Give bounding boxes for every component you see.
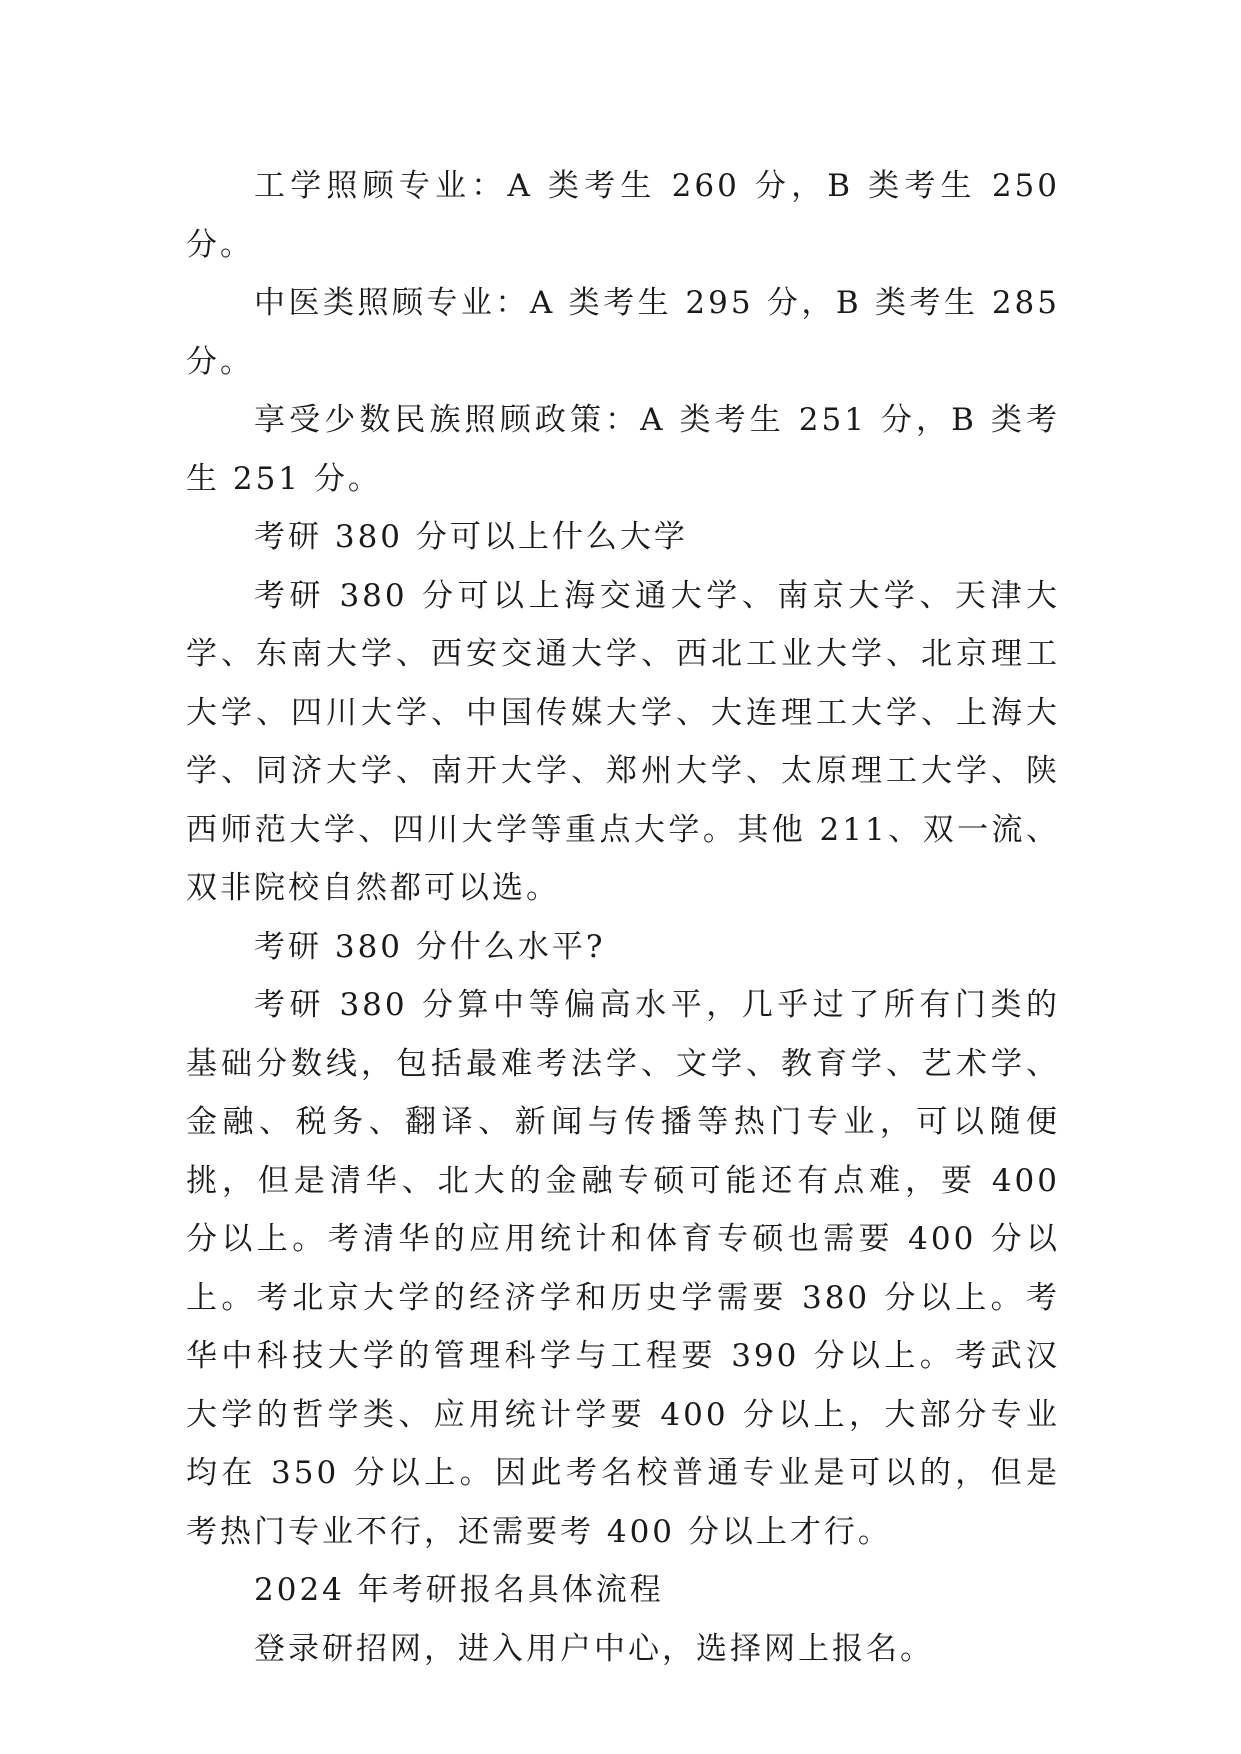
paragraph-380-level: 考研 380 分算中等偏高水平，几乎过了所有门类的基础分数线，包括最难考法学、文学、教育学、艺术学、金融、税务、翻译、新闻与传播等热门专业，可以随便挑，但是清华、北大的金融专硕可能还有点难，要 400 分以上。考清华的应用统计和体育专硕也需要 400 分以上。考北京大学的经济学和历史学需要 380 分以上。考华中科技大学的管理科学与工程要 390 分以上。考武汉大学的哲学类、应用统计学要 400 分以上，大部分专业均在 350 分以上。因此考名校普通专业是可以的，但是考热门专业不行，还需要考 400 分以上才行。 [186, 987, 1060, 1550]
paragraph-registration-step: 登录研招网，进入用户中心，选择网上报名。 [254, 1630, 934, 1667]
paragraph-tcm-scores: 中医类照顾专业：A 类考生 295 分，B 类考生 285 分。 [186, 285, 1060, 380]
document-body [186, 157, 1060, 1678]
heading-2024-registration: 2024 年考研报名具体流程 [254, 1572, 664, 1608]
paragraph-engineering-scores: 工学照顾专业：A 类考生 260 分，B 类考生 250 分。 [186, 168, 1060, 263]
heading-380-level: 考研 380 分什么水平? [254, 928, 606, 965]
paragraph-380-universities: 考研 380 分可以上海交通大学、南京大学、天津大学、东南大学、西安交通大学、西北工业大学、北京理工大学、四川大学、中国传媒大学、大连理工大学、上海大学、同济大学、南开大学、郑州大学、太原理工大学、陕西师范大学、四川大学等重点大学。其他 211、双一流、双非院校自然都可以选。 [186, 577, 1060, 906]
heading-380-universities: 考研 380 分可以上什么大学 [254, 519, 688, 555]
paragraph-minority-scores: 享受少数民族照顾政策：A 类考生 251 分，B 类考生 251 分。 [186, 402, 1060, 497]
